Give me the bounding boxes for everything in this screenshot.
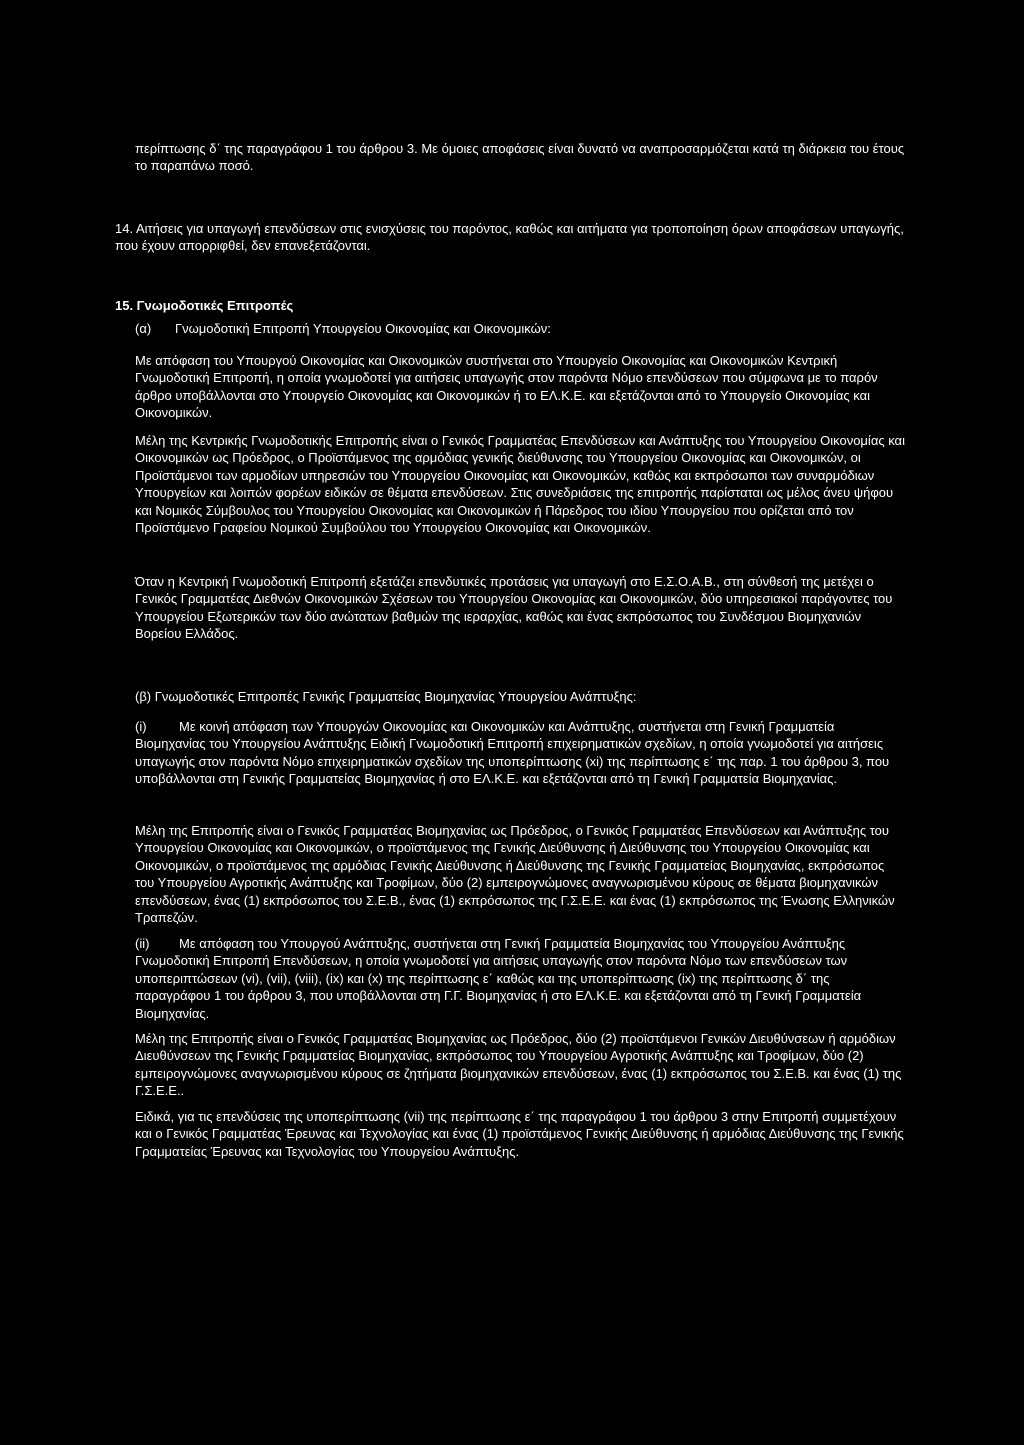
- intro-paragraph: περίπτωσης δ΄ της παραγράφου 1 του άρθρου 3. Με όμοιες αποφάσεις είναι δυνατό να αναπροσαρμόζεται κατά τη διάρκεια του έτους το παραπάνω ποσό.: [135, 141, 905, 174]
- subsection-b-ii-paragraph: [135, 935, 905, 1022]
- subsection-b-title: (β) Γνωμοδοτικές Επιτροπές Γενικής Γραμματείας Βιομηχανίας Υπουργείου Ανάπτυξης:: [135, 689, 637, 704]
- subsection-a-title: Γνωμοδοτική Επιτροπή Υπουργείου Οικονομίας και Οικονομικών:: [175, 321, 551, 336]
- subsection-b-i-paragraph-2: Μέλη της Επιτροπής είναι ο Γενικός Γραμματέας Βιομηχανίας ως Πρόεδρος, ο Γενικός Γραμματέας Επενδύσεων και Ανάπτυξης του Υπουργείου Οικονομίας και Οικονομικών, ο προϊστάμενος της Γενικής Διεύθυνσης ή Διεύθυνσης του Υπουργείου Οικονομίας και Οικονομικών, ο προϊστάμενος της αρμόδιας Γενικής Διεύθυνσης ή Διεύθυνσης της Γενικής Γραμματείας Βιομηχανίας, εκπρόσωπος του Υπουργείου Αγροτικής Ανάπτυξης και Τροφίμων, δύο (2) εμπειρογνώμονες αναγνωρισμένου κύρους σε θέματα βιομηχανικών επενδύσεων, ένας (1) εκπρόσωπος του Σ.Ε.Β., ένας (1) εκπρόσωπος της Γ.Σ.Ε.Ε. και ένας (1) εκπρόσωπος της Ένωσης Ελληνικών Τραπεζών.: [135, 823, 895, 926]
- subsection-b-i-marker: (i): [135, 719, 147, 734]
- subsection-b-ii-marker: (ii): [135, 936, 150, 951]
- subsection-b-ii-paragraph-3: Ειδικά, για τις επενδύσεις της υποπερίπτωσης (vii) της περίπτωσης ε΄ της παραγράφου 1 του άρθρου 3 στην Επιτροπή συμμετέχουν και ο Γενικός Γραμματέας Έρευνας και Τεχνολογίας και ένας (1) προϊστάμενος Γενικής Διεύθυνσης ή αρμόδιας Διεύθυνσης της Γενικής Γραμματείας Έρευνας και Τεχνολογίας του Υπουργείου Ανάπτυξης.: [135, 1109, 904, 1159]
- subsection-b-ii-text: Με απόφαση του Υπουργού Ανάπτυξης, συστήνεται στη Γενική Γραμματεία Βιομηχανίας του Υπουργείου Ανάπτυξης Γνωμοδοτική Επιτροπή Επενδύσεων, η οποία γνωμοδοτεί για αιτήσεις υπαγωγής στον παρόντα Νόμο των επενδύσεων των υποπεριπτώσεων (vi), (vii), (viii), (ix) και (x) της περίπτωσης ε΄ καθώς και της υποπερίπτωσης (ix) της περίπτωσης δ΄ της παραγράφου 1 του άρθρου 3, που υποβάλλονται στη Γ.Γ. Βιομηχανίας ή στο ΕΛ.Κ.Ε. και εξετάζονται από τη Γενική Γραμματεία Βιομηχανίας.: [135, 936, 862, 1021]
- subsection-b-ii-paragraph-2: Μέλη της Επιτροπής είναι ο Γενικός Γραμματέας Βιομηχανίας ως Πρόεδρος, δύο (2) προϊστάμενοι Γενικών Διευθύνσεων ή αρμόδιων Διευθύνσεων της Γενικής Γραμματείας Βιομηχανίας, εκπρόσωπος του Υπουργείου Αγροτικής Ανάπτυξης και Τροφίμων, δύο (2) εμπειρογνώμονες αναγνωρισμένου κύρους σε ζητήματα βιομηχανικών επενδύσεων, ένας (1) εκπρόσωπος του Σ.Ε.Β. και ένας (1) της Γ.Σ.Ε.Ε..: [135, 1031, 902, 1099]
- subsection-a-paragraph-3: Όταν η Κεντρική Γνωμοδοτική Επιτροπή εξετάζει επενδυτικές προτάσεις για υπαγωγή στο Ε.Σ.Ο.Α.Β., στη σύνθεσή της μετέχει ο Γενικός Γραμματέας Διεθνών Οικονομικών Σχέσεων του Υπουργείου Οικονομίας και Οικονομικών, δύο υπηρεσιακοί παράγοντες του Υπουργείου Εξωτερικών των δύο ανώτατων βαθμών της ιεραρχίας, καθώς και ένας εκπρόσωπος του Συνδέσμου Βιομηχανιών Βορείου Ελλάδος.: [135, 574, 893, 642]
- subsection-a-paragraph-1: Με απόφαση του Υπουργού Οικονομίας και Οικονομικών συστήνεται στο Υπουργείο Οικονομίας και Οικονομικών Κεντρική Γνωμοδοτική Επιτροπή, η οποία γνωμοδοτεί για αιτήσεις υπαγωγής στον παρόντα Νόμο επενδύσεων που σύμφωνα με το παρόν άρθρο υποβάλλονται στο Υπουργείο Οικονομίας και Οικονομικών ή το ΕΛ.Κ.Ε. και εξετάζονται από το Υπουργείο Οικονομίας και Οικονομικών.: [135, 353, 878, 421]
- subsection-a-title-line: [135, 320, 905, 337]
- subsection-a-marker: (α): [135, 321, 152, 336]
- subsection-a-paragraph-2: Μέλη της Κεντρικής Γνωμοδοτικής Επιτροπής είναι ο Γενικός Γραμματέας Επενδύσεων και Ανάπτυξης του Υπουργείου Οικονομίας και Οικονομικών ως Πρόεδρος, ο Προϊστάμενος της αρμόδιας γενικής διεύθυνσης του Υπουργείου Οικονομίας και Οικονομικών, οι Προϊστάμενοι των αρμοδίων υπηρεσιών του Υπουργείου Οικονομίας και Οικονομικών, καθώς και εκπρόσωποι των συναρμόδιων Υπουργείων και λοιπών φορέων ειδικών σε θέματα επενδύσεων. Στις συνεδριάσεις της επιτροπής παρίσταται ως μέλος άνευ ψήφου και Νομικός Σύμβουλος του Υπουργείου Οικονομίας και Οικονομικών ή Πάρεδρος του ιδίου Υπουργείου που ορίζεται από τον Προϊστάμενο Γραφείου Νομικού Συμβούλου του Υπουργείου Οικονομίας και Οικονομικών.: [135, 433, 905, 536]
- paragraph-14: 14. Αιτήσεις για υπαγωγή επενδύσεων στις ενισχύσεις του παρόντος, καθώς και αιτήματα για τροποποίηση όρων αποφάσεων υπαγωγής, που έχουν απορριφθεί, δεν επανεξετάζονται.: [115, 221, 904, 254]
- section-15-heading: 15. Γνωμοδοτικές Επιτροπές: [115, 298, 294, 313]
- subsection-b-i-paragraph: [135, 718, 905, 788]
- subsection-b-i-text: Με κοινή απόφαση των Υπουργών Οικονομίας και Οικονομικών και Ανάπτυξης, συστήνεται στη Γενική Γραμματεία Βιομηχανίας του Υπουργείου Ανάπτυξης Ειδική Γνωμοδοτική Επιτροπή επιχειρηματικών σχεδίων, η οποία γνωμοδοτεί για αιτήσεις υπαγωγής στον παρόντα Νόμο επιχειρηματικών σχεδίων της υποπερίπτωσης (xi) της περίπτωσης ε΄ της παρ. 1 του άρθρου 3, που υποβάλλονται στη Γενικής Γραμματείας Βιομηχανίας ή στο ΕΛ.Κ.Ε. και εξετάζονται από τη Γενική Γραμματεία Βιομηχανίας.: [135, 719, 890, 787]
